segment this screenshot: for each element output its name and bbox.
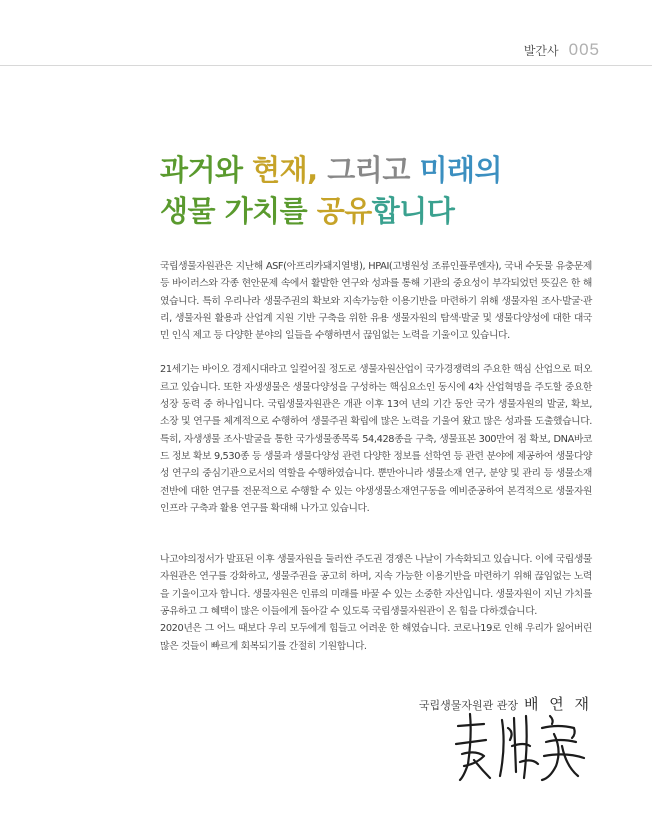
section-label: 발간사 [523, 44, 559, 58]
title-segment: 미래의 [419, 153, 502, 187]
body-text [160, 258, 592, 655]
title-segment: 과거와 [160, 153, 253, 187]
title-segment: 공유 [316, 194, 372, 228]
title-segment: 합니다 [371, 194, 455, 228]
page-number: 005 [568, 40, 600, 59]
title-line-1 [160, 150, 502, 191]
body-paragraph: 나고야의정서가 발표된 이후 생물자원을 둘러싼 주도권 경쟁은 나날이 가속화되고 있습니다. 이에 국립생물자원관은 연구를 강화하고, 생물주권을 공고히 하며, 지속 가능한 이용기반을 마련하기 위해 끊임없는 노력을 기울이고자 합니다. 생물자원은 인류의 미래를 바꿀 수 있는 소중한 자산입니다. 생물자원이 지닌 가치를 공유하고 그 혜택이 많은 이들에게 돌아갈 수 있도록 국립생물자원관이 온 힘을 다하겠습니다. [160, 554, 592, 618]
body-paragraph: 21세기는 바이오 경제시대라고 일컬어질 정도로 생물자원산업이 국가경쟁력의 주요한 핵심 산업으로 떠오르고 있습니다. 또한 자생생물은 생물다양성을 구성하는 핵심요소인 동시에 4차 산업혁명을 주도할 중요한 성장 동력 중 하나입니다. 국립생물자원관은 개관 이후 13여 년의 기간 동안 국가 생물자원의 발굴, 확보, 소장 및 연구를 체계적으로 수행하여 생물주권 확립에 많은 노력을 기울여 왔고 많은 성과를 도출했습니다. 특히, 자생생물 조사·발굴을 통한 국가생물종목록 54,428종을 구축, 생물표본 300만여 점 확보, DNA바코드 정보 확보 9,530종 등 생물과 생물다양성 관련 다양한 정보를 선학연 등 관련 분야에 제공하여 생물다양성 연구의 중심기관으로서의 역할을 수행하였습니다. 뿐만아니라 생물소재 연구, 분양 및 관리 등 생물소재 전반에 대한 연구를 전문적으로 수행할 수 있는 야생생물소재연구동을 예비준공하여 본격적으로 생물자원 인프라 구축과 활용 연구를 확대해 나가고 있습니다. [160, 364, 592, 514]
title-segment: 생물 가치를 [160, 194, 317, 228]
signer-name: 배 연 재 [523, 695, 592, 713]
page-title [160, 150, 502, 232]
body-paragraph: 2020년은 그 어느 때보다 우리 모두에게 힘들고 어려운 한 해였습니다. 코로나19로 인해 우리가 잃어버린 많은 것들이 빠르게 회복되기를 간절히 기원합니다. [160, 623, 592, 652]
page-header [524, 40, 600, 60]
header-divider [0, 65, 652, 66]
title-segment: 현재, [252, 153, 328, 187]
handwritten-signature [450, 706, 592, 786]
signer-title: 국립생물자원관 관장 [418, 699, 518, 712]
body-paragraph: 국립생물자원관은 지난해 ASF(아프리카돼지열병), HPAI(고병원성 조류인플루엔자), 국내 수돗물 유충문제 등 바이러스와 각종 현안문제 속에서 활발한 연구와 성과를 통해 기관의 중요성이 부각되었던 뜻깊은 한 해였습니다. 특히 우리나라 생물주권의 확보와 지속가능한 이용기반을 마련하기 위해 생물자원 조사·발굴·관리, 생물자원 활용과 산업계 지원 기반 구축을 위한 유용 생물자원의 탐색·발굴 및 생물다양성에 대한 대국민 인식 제고 등 다양한 분야의 일들을 수행하면서 끊임없는 노력을 기울이고 있습니다. [160, 261, 592, 342]
title-line-2 [160, 191, 502, 232]
title-segment: 그리고 [327, 153, 420, 187]
